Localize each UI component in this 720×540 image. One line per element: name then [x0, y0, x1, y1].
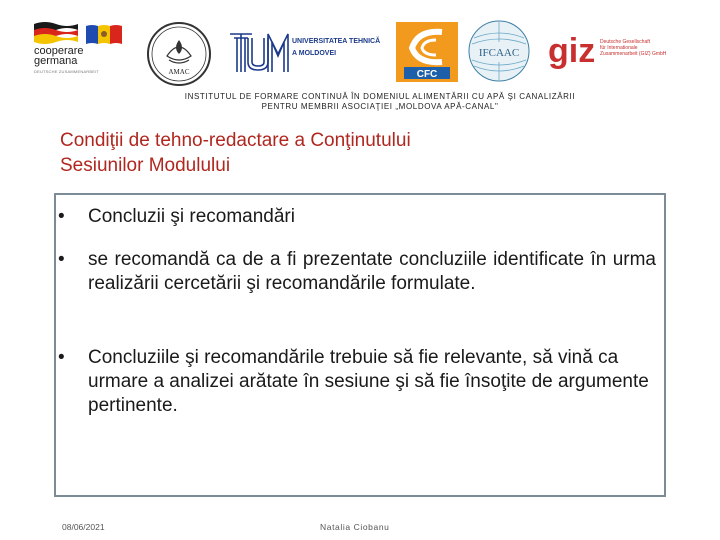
slide-title	[60, 128, 660, 178]
giz-line2: für Internationale	[600, 45, 638, 51]
moldova-flag-icon	[86, 24, 122, 44]
cfc-text: CFC	[416, 69, 438, 80]
coop-line2: germana	[34, 55, 78, 67]
germany-flag-icon	[34, 22, 78, 44]
giz-mark-text: giz	[548, 32, 596, 70]
logo-bar	[0, 8, 720, 88]
giz-line3: Zusammenarbeit (GIZ) GmbH	[600, 51, 667, 57]
bullet-dot-icon: •	[58, 347, 65, 368]
cfc-logo	[396, 22, 458, 82]
coop-line1: cooperare	[34, 45, 84, 57]
ifcaac-logo	[468, 20, 530, 82]
utm-monogram-icon	[228, 28, 290, 76]
institute-header	[90, 92, 670, 112]
bullet-dot-icon: •	[58, 249, 65, 270]
ifcaac-text: IFCAAC	[478, 47, 520, 59]
amac-logo	[145, 20, 213, 88]
bullet-item	[58, 346, 658, 422]
amac-text: AMAC	[168, 68, 190, 76]
ifcaac-emblem-icon	[468, 20, 530, 82]
bullet-dot-icon: •	[58, 206, 65, 227]
amac-emblem-icon	[145, 20, 213, 88]
utm-line2: A MOLDOVEI	[292, 50, 337, 57]
coop-line3: DEUTSCHE ZUSAMMENARBEIT	[34, 69, 100, 74]
giz-mark-icon	[548, 28, 598, 74]
slide-title-line2: Sesiunilor Modulului	[60, 155, 231, 176]
bullet-text: Concluziile şi recomandările trebuie să fie relevante, să vină ca urmare a analizei arătate în sesiune şi să fie însoţite de argumente pertinente.	[88, 347, 649, 416]
bullet-text: Concluzii şi recomandări	[88, 206, 295, 227]
footer-date: 08/06/2021	[62, 522, 105, 532]
utm-logo	[228, 28, 388, 76]
giz-line1: Deutsche Gesellschaft	[600, 39, 651, 45]
cfc-emblem-icon	[396, 22, 458, 82]
slide-title-line1: Condiţii de tehno-redactare a Conţinutului	[60, 130, 411, 151]
content-frame	[54, 193, 666, 497]
footer-author: Natalia Ciobanu	[320, 522, 390, 532]
utm-line1: UNIVERSITATEA TEHNICĂ	[292, 38, 381, 45]
bullet-text: se recomandă ca de a fi prezentate concluziile identificate în urma realizării cercetării şi recomandările formulate.	[88, 249, 656, 294]
cooperare-germana-logo	[34, 22, 126, 84]
institute-line2: PENTRU MEMBRII ASOCIAŢIEI „MOLDOVA APĂ-CANAL"	[261, 102, 499, 111]
institute-line1: INSTITUTUL DE FORMARE CONTINUĂ ÎN DOMENIUL ALIMENTĂRII CU APĂ ŞI CANALIZĂRII	[184, 92, 576, 101]
giz-logo	[548, 28, 708, 74]
bullet-item	[58, 248, 656, 324]
